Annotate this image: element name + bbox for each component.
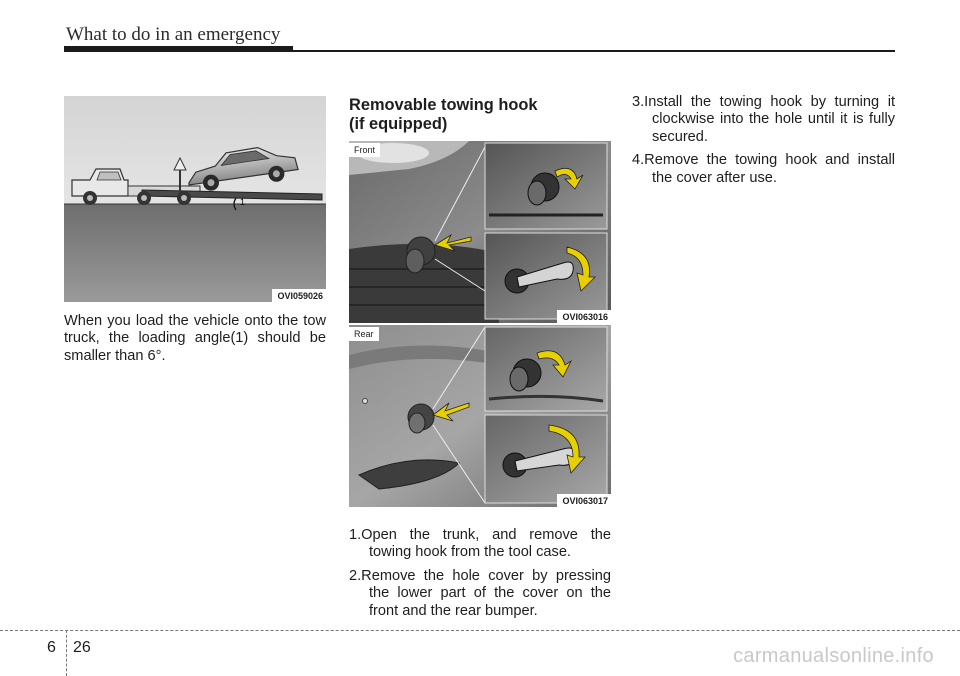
front-bumper-illustration bbox=[349, 141, 611, 323]
chapter-title: What to do in an emergency bbox=[66, 24, 281, 45]
step-item: 1.Open the trunk, and remove the towing hook from the tool case. bbox=[349, 527, 611, 561]
steps-list-middle bbox=[349, 527, 611, 626]
section-heading-line2: (if equipped) bbox=[349, 115, 448, 133]
watermark: carmanualsonline.info bbox=[733, 645, 934, 667]
step-item: 2.Remove the hole cover by pressing the lower part of the cover on the front and the rear bumper. bbox=[349, 567, 611, 619]
tow-truck-figure bbox=[64, 96, 326, 302]
footer-rule bbox=[0, 630, 960, 631]
figure-code-rear: OVI063017 bbox=[557, 494, 611, 507]
rear-label: Rear bbox=[349, 327, 379, 341]
front-label: Front bbox=[349, 143, 380, 157]
figure-code-tow: OVI059026 bbox=[272, 289, 326, 302]
loading-angle-paragraph: When you load the vehicle onto the tow truck, the loading angle(1) should be smaller than 6°. bbox=[64, 313, 326, 364]
front-hook-figure bbox=[349, 141, 611, 323]
section-heading-line1: Removable towing hook bbox=[349, 96, 538, 114]
rear-hook-figure bbox=[349, 325, 611, 507]
section-number: 6 bbox=[47, 639, 56, 656]
steps-list-right bbox=[632, 94, 895, 193]
header-tab-bar bbox=[64, 46, 293, 52]
figure-code-front: OVI063016 bbox=[557, 310, 611, 323]
footer-separator bbox=[66, 630, 67, 676]
rear-bumper-illustration bbox=[349, 325, 611, 507]
page-number: 26 bbox=[73, 639, 91, 656]
section-heading bbox=[349, 96, 611, 134]
step-item: 3.Install the towing hook by turning it clockwise into the hole until it is fully secured. bbox=[632, 94, 895, 145]
step-item: 4.Remove the towing hook and install the cover after use. bbox=[632, 152, 895, 186]
tow-truck-illustration bbox=[64, 96, 326, 302]
loading-angle-label: 1 bbox=[240, 197, 246, 207]
